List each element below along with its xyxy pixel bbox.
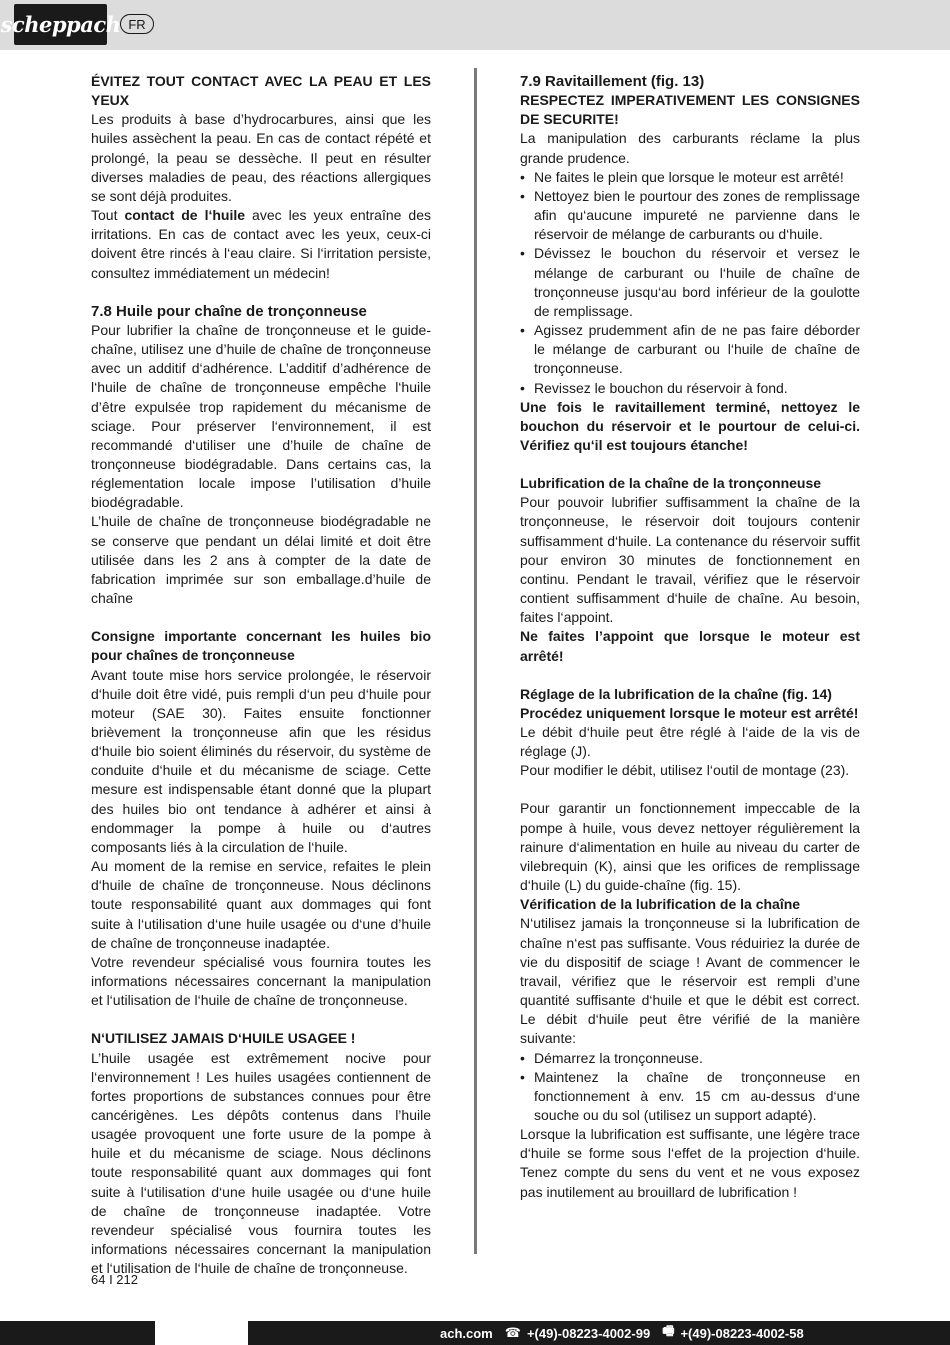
page-number: 64 I 212 — [91, 1272, 138, 1287]
language-badge: FR — [120, 14, 154, 34]
paragraph: Le débit d‘huile peut être réglé à l‘aide de la vis de réglage (J). — [520, 724, 860, 760]
paragraph: Pour modifier le débit, utilisez l‘outil de montage (23). — [520, 762, 850, 779]
list-item: • Ne faites le plein que lorsque le moteur est arrêté! — [520, 168, 860, 187]
phone-icon: ☎ — [504, 1325, 521, 1340]
phone-number: +(49)-08223-4002-99 — [526, 1325, 651, 1341]
paragraph: Lorsque la lubrification est suffisante, une légère trace d‘huile se forme sous l‘effet de la projection d‘huile. Tenez compte du sens du vent et ne vous exposez pas inutilement au brouillard de lubrification ! — [520, 1126, 860, 1200]
section-title-refuel: 7.9 Ravitaillement (fig. 13) — [520, 73, 705, 90]
paragraph: Votre revendeur spécialisé vous fournira toutes les informations nécessaires concernant la manipulation et l‘utilisation de l‘huile de chaîne de tronçonneuse. — [91, 953, 431, 1009]
column-divider — [474, 68, 477, 1254]
right-column — [520, 72, 860, 1202]
list-item: • Démarrez la tronçonneuse. — [520, 1049, 860, 1068]
paragraph: N‘utilisez jamais la tronçonneuse si la lubrification de chaîne n‘est pas suffisante. Vous réduiriez la durée de vie du dispositif de sciage ! Avant de commencer le travail, vérifiez que le réservoir est rempli d’une quantité suffisante d‘huile et que le débit est correct. Le débit d‘huile peut être vérifié de la manière suivante: — [520, 915, 860, 1047]
brand-logo: scheppach — [14, 4, 107, 45]
list-item: • Dévissez le bouchon du réservoir et versez le mélange de carburant ou l‘huile de chaîne de tronçonneuse jusqu‘au bord inférieur de la goulotte de remplissage. — [520, 244, 860, 321]
header-bar — [0, 0, 950, 50]
refuel-list — [520, 168, 860, 398]
paragraph: Pour pouvoir lubrifier suffisamment la chaîne de la tronçonneuse, le réservoir doit toujours contenir suffisamment d‘huile. La contenance du réservoir suffit pour environ 30 minutes de fonctionnement en continu. Pendant le travail, vérifiez que le réservoir contient suffisamment d‘huile de chaîne. Au besoin, faites l‘appoint. — [520, 494, 860, 626]
list-item: • Maintenez la chaîne de tronçonneuse en fonctionnement à env. 15 cm au-dessus d‘une souche ou du sol (utilisez un support adapté). — [520, 1068, 860, 1125]
section-title-skin: ÉVITEZ TOUT CONTACT AVEC LA PEAU ET LES YEUX — [91, 73, 431, 109]
section-title-chain-oil: 7.8 Huile pour chaîne de tronçonneuse — [91, 302, 367, 320]
bold-notice: Une fois le ravitaillement terminé, nettoyez le bouchon du réservoir et le pourtour de celui-ci. Vérifiez qu‘il est toujours étanche! — [520, 398, 860, 453]
section-title-bio-oil: Consigne importante concernant les huiles bio pour chaînes de tronçonneuse — [91, 628, 431, 664]
paragraph: Pour garantir un fonctionnement impeccable de la pompe à huile, vous devez nettoyer régulièrement la rainure d‘alimentation en huile au niveau du carter de vilebrequin (K), ainsi que les orifices de remplissage d‘huile (L) du guide-chaîne (fig. 15). — [520, 800, 860, 894]
list-item: • Agissez prudemment afin de ne pas faire déborder le mélange de carburant ou l‘huile de chaîne de tronçonneuse. — [520, 321, 860, 378]
footer-bar — [248, 1321, 950, 1345]
paragraph: Tout contact de l‘huile avec les yeux entraîne des irritations. En cas de contact avec les yeux, ceux-ci doivent être rincés à l‘eau claire. Si l‘irritation persiste, consultez immédiatement un médecin! — [91, 207, 431, 281]
paragraph: La manipulation des carburants réclame la plus grande prudence. — [520, 130, 860, 166]
list-item: • Revissez le bouchon du réservoir à fond. — [520, 379, 860, 398]
fax-icon: 🖷 — [662, 1323, 675, 1338]
section-title-verification: Vérification de la lubrification de la chaîne — [520, 896, 801, 913]
fax-number: +(49)-08223-4002-58 — [680, 1325, 804, 1341]
paragraph: Au moment de la remise en service, refaites le plein d‘huile de chaîne de tronçonneuse. Nous déclinons toute responsabilité quant aux dommages qui font suite à l‘utilisation d‘une huile usagée ou d‘une d’huile de chaîne de tronçonneuse inadaptée. — [91, 858, 431, 951]
website-link[interactable]: ach.com — [440, 1325, 493, 1341]
paragraph: Les produits à base d’hydrocarbures, ainsi que les huiles assèchent la peau. En cas de contact répété et prolongé, la peau se dessèche. Il peut en résulter diverses maladies de peau, des réactions allergiques se sont déjà produites. — [91, 111, 431, 204]
bold-notice: Procédez uniquement lorsque le moteur est arrêté! — [520, 704, 859, 721]
section-title-adjustment: Réglage de la lubrification de la chaîne (fig. 14) — [520, 685, 832, 702]
list-item: • Nettoyez bien le pourtour des zones de remplissage afin qu‘aucune impureté ne parvienne dans le réservoir de mélange de carburants ou d‘huile. — [520, 187, 860, 244]
paragraph: L’huile usagée est extrêmement nocive pour l‘environnement ! Les huiles usagées contiennent de fortes proportions de substances connues pour être cancérigènes. Les dépôts contenus dans l’huile usagée provoquent une forte usure de la pompe à huile et du mécanisme de sciage. Nous déclinons toute responsabilité quant aux dommages qui font suite à l‘utilisation d‘une huile usagée ou d‘une huile de chaîne de tronçonneuse inadaptée. Votre revendeur spécialisé vous fournira toutes les informations nécessaires concernant la manipulation et l‘utilisation de l‘huile de chaîne de tronçonneuse. — [91, 1049, 431, 1277]
left-column — [91, 72, 431, 1278]
section-title-lubrication: Lubrification de la chaîne de la tronçonneuse — [520, 475, 822, 492]
bold-notice: Ne faites l’appoint que lorsque le moteur est arrêté! — [520, 628, 860, 664]
section-title-used-oil: N‘UTILISEZ JAMAIS D‘HUILE USAGEE ! — [91, 1030, 356, 1047]
verification-list — [520, 1049, 860, 1126]
paragraph: Avant toute mise hors service prolongée, le réservoir d‘huile doit être vidé, puis rempli d‘un peu d‘huile pour moteur (SAE 30). Faites ensuite fonctionner brièvement la tronçonneuse afin que les résidus d‘huile bio soient éliminés du réservoir, du système de conduite d‘huile et du mécanisme de sciage. Cette mesure est indispensable étant donné que la plupart des huiles bio ont tendance à adhérer et ainsi à endommager la pompe à huile ou d‘autres composants liés à la circulation de l‘huile. — [91, 666, 431, 855]
paragraph: Pour lubrifier la chaîne de tronçonneuse et le guide-chaîne, utilisez une d’huile de chaîne de tronçonneuse avec un additif d‘adhérence. L’additif d’adhérence de l‘huile de chaîne de tronçonneuse empêche l‘huile d’être expulsée trop rapidement du mécanisme de sciage. Pour préserver l‘environnement, il est recommandé d‘utiliser une d’huile de chaîne de tronçonneuse biodégradable. Dans certains cas, la réglementation locale impose l’utilisation d’huile biodégradable. — [91, 321, 431, 511]
footer-bar-left — [0, 1321, 155, 1345]
paragraph: L’huile de chaîne de tronçonneuse biodégradable ne se conserve que pendant un délai limité et doit être utilisée dans les 2 ans à compter de la date de fabrication imprimée sur son emballage.d’huile de chaîne — [91, 513, 431, 607]
safety-warning: RESPECTEZ IMPERATIVEMENT LES CONSIGNES DE SECURITE! — [520, 92, 860, 128]
